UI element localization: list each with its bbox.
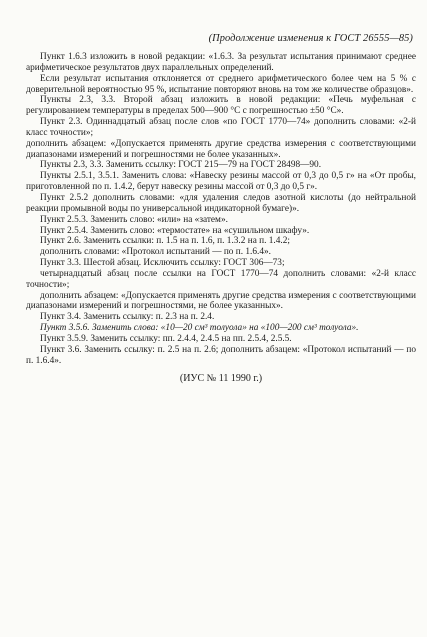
paragraph: Пункт 3.6. Заменить ссылку: п. 2.5 на п. 2.6; дополнить абзацем: «Протокол испытаний — по п. 1.6.4». xyxy=(26,344,416,366)
paragraph: Если результат испытания отклоняется от среднего арифметического более чем на 5 % с доверительной вероятностью 95 %, испытание повторяют вновь на том же количестве образцов». xyxy=(26,73,416,95)
paragraph: Пункты 2.5.1, 3.5.1. Заменить слова: «Навеску резины массой от 0,3 до 0,5 г» на «От пробы, приготовленной по п. 1.4.2, берут навеску резины массой от 0,3 до 0,5 г». xyxy=(26,171,416,193)
paragraph: Пункт 2.3. Одиннадцатый абзац после слов «по ГОСТ 1770—74» дополнить словами: «2-й класс точности»; xyxy=(26,117,416,138)
paragraph: Пункт 2.6. Заменить ссылки: п. 1.5 на п. 1.6, п. 1.3.2 на п. 1.4.2; xyxy=(40,236,290,247)
paragraph: дополнить словами: «Протокол испытаний — по п. 1.6.4». xyxy=(40,247,271,258)
paragraph: Пункты 2.3, 3.3. Второй абзац изложить в новой редакции: «Печь муфельная с регулированием температуры в пределах 500—900 °С с погрешностью ±50 °С». xyxy=(26,95,416,117)
paragraph: дополнить абзацем: «Допускается применять другие средства измерения с соответствующими диапазонами измерений и погрешностями не более указанных». xyxy=(26,138,416,160)
paragraph: Пункт 3.5.9. Заменить ссылку: пп. 2.4.4, 2.4.5 на пп. 2.5.4, 2.5.5. xyxy=(40,333,292,344)
paragraph: Пункт 2.5.4. Заменить слово: «термостате» на «сушильном шкафу». xyxy=(40,225,310,236)
paragraph: Пункт 2.5.2 дополнить словами: «для удаления следов азотной кислоты (до нейтральной реакции промывной воды по универсальной индикаторной бумаге)». xyxy=(26,192,416,214)
paragraph: дополнить абзацем: «Допускается применять другие средства измерения с соответствующими диапазонами измерений и погрешностями, не более указанных». xyxy=(26,290,416,312)
footer-note: (ИУС № 11 1990 г.) xyxy=(179,373,263,385)
paragraph: Пункт 3.5.6. Заменить слова: «10—20 см³ толуола» на «100—200 см³ толуола». xyxy=(40,323,359,334)
paragraph: четырнадцатый абзац после ссылки на ГОСТ 1770—74 дополнить словами: «2-й класс точности»; xyxy=(26,268,416,290)
paragraph: Пункт 2.5.3. Заменить слово: «или» на «затем». xyxy=(40,214,228,225)
paragraph: Пункт 3.4. Заменить ссылку: п. 2.3 на п. 2.4. xyxy=(40,312,215,323)
paragraph: Пункт 1.6.3 изложить в новой редакции: «1.6.3. За результат испытания принимают среднее арифметическое результатов двух параллельных определений. xyxy=(26,52,416,73)
page-header: (Продолжение изменения к ГОСТ 26555—85) xyxy=(208,33,413,44)
paragraph: Пункты 2.3, 3.3. Заменить ссылку: ГОСТ 215—79 на ГОСТ 28498—90. xyxy=(40,160,322,171)
document-body xyxy=(26,52,416,385)
paragraph: Пункт 3.3. Шестой абзац. Исключить ссылку: ГОСТ 306—73; xyxy=(40,258,285,269)
